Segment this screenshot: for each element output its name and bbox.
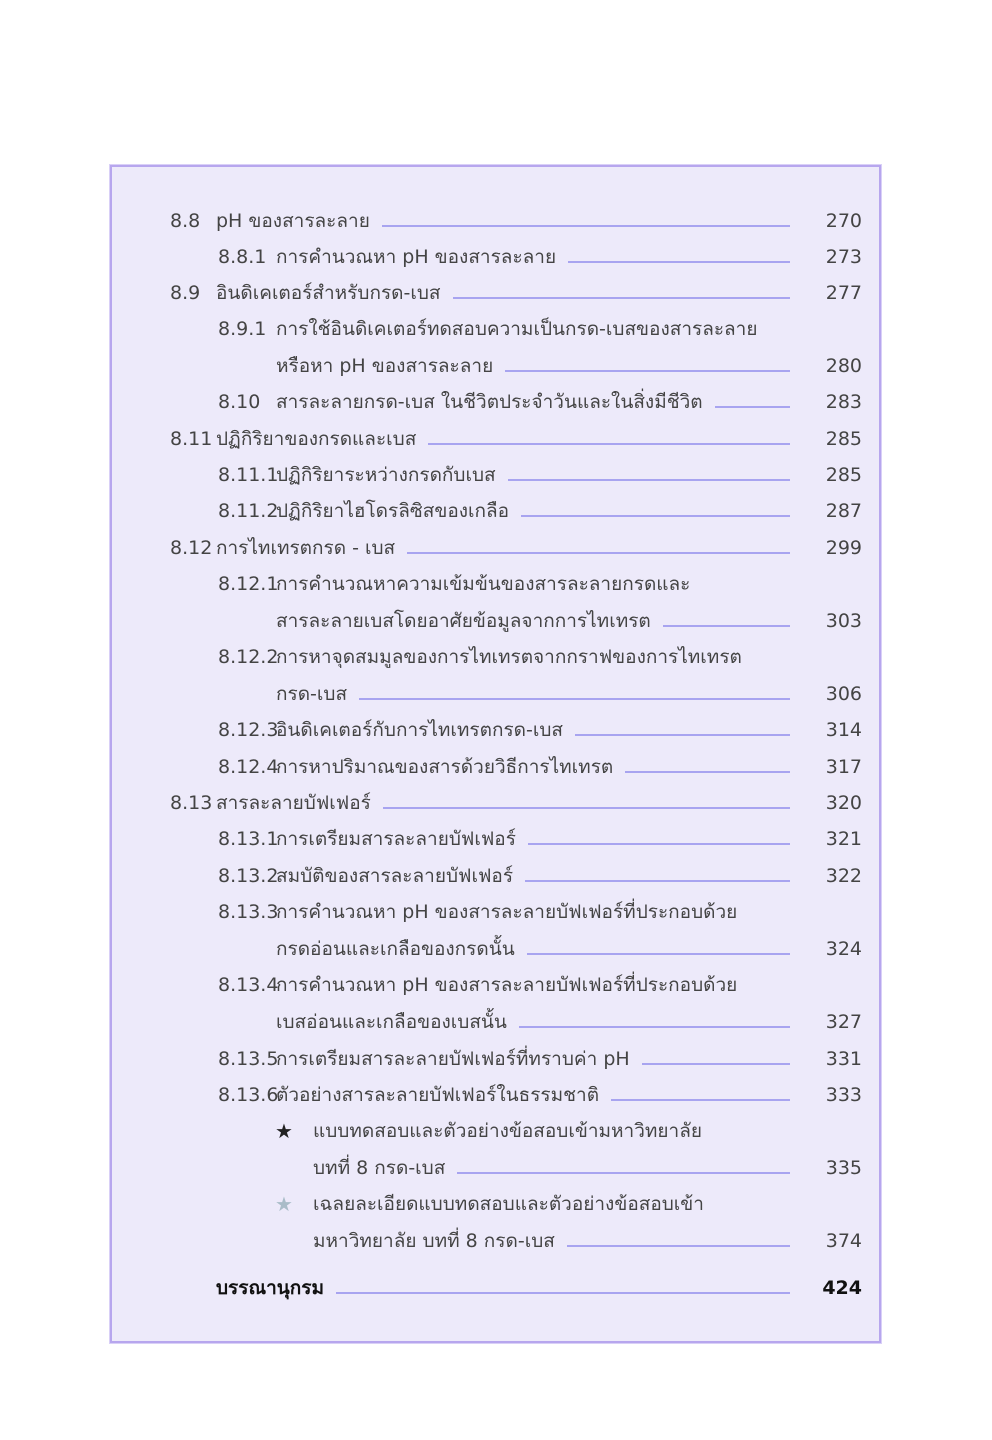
toc-entry-page: 335: [825, 1157, 862, 1179]
leader-line: [359, 698, 790, 700]
toc-entry-number: 8.13.6: [218, 1084, 279, 1106]
toc-entry[interactable]: [218, 857, 862, 889]
toc-entry[interactable]: [218, 1040, 862, 1072]
toc-entry-page: 299: [825, 537, 862, 559]
toc-entry-title: การใช้อินดิเคเตอร์ทดสอบความเป็นกรด-เบสของสารละลาย: [276, 318, 758, 340]
toc-entry-number: 8.10: [218, 391, 261, 413]
toc-entry-title: แบบทดสอบและตัวอย่างข้อสอบเข้ามหาวิทยาลัย: [313, 1120, 702, 1142]
leader-line: [611, 1099, 790, 1101]
toc-entry-title: สารละลายกรด-เบส ในชีวิตประจำวันและในสิ่งมีชีวิต: [276, 391, 703, 413]
toc-entry[interactable]: [275, 1112, 862, 1144]
leader-line: [383, 807, 790, 809]
toc-entry[interactable]: [275, 1185, 862, 1217]
toc-entry-title: อินดิเคเตอร์กับการไทเทรตกรด-เบส: [276, 719, 564, 741]
leader-line: [457, 1172, 790, 1174]
toc-entry[interactable]: [218, 492, 862, 524]
toc-entry-title: สารละลายบัฟเฟอร์: [216, 792, 371, 814]
toc-entry-page: 285: [825, 464, 862, 486]
toc-entry-number: 8.11: [170, 428, 213, 450]
toc-entry-title: บรรณานุกรม: [216, 1277, 324, 1299]
leader-line: [508, 479, 790, 481]
toc-entry[interactable]: [218, 966, 862, 998]
toc-entry-page: 280: [825, 355, 862, 377]
toc-entry-title: ตัวอย่างสารละลายบัฟเฟอร์ในธรรมชาติ: [276, 1084, 600, 1106]
toc-entry-title: สมบัติของสารละลายบัฟเฟอร์: [276, 865, 514, 887]
toc-entry[interactable]: [218, 638, 862, 670]
toc-entry-page: 314: [825, 719, 862, 741]
toc-entry[interactable]: [218, 820, 862, 852]
toc-entry-title: หรือหา pH ของสารละลาย: [276, 355, 494, 377]
toc-entry[interactable]: [276, 930, 862, 962]
leader-line: [505, 370, 790, 372]
toc-entry[interactable]: [218, 893, 862, 925]
toc-entry-number: 8.12.3: [218, 719, 279, 741]
toc-entry-page: 424: [822, 1277, 862, 1299]
toc-entry-title: การเตรียมสารละลายบัฟเฟอร์ที่ทราบค่า pH: [276, 1048, 630, 1070]
toc-entry-number: 8.11.2: [218, 500, 279, 522]
toc-entry[interactable]: [218, 1076, 862, 1108]
toc-entry[interactable]: [218, 383, 862, 415]
toc-entry-page: 331: [825, 1048, 862, 1070]
toc-entry[interactable]: [218, 711, 862, 743]
leader-line: [642, 1063, 790, 1065]
toc-entry[interactable]: [313, 1149, 862, 1181]
toc-entry-page: 324: [825, 938, 862, 960]
toc-entry-page: 327: [825, 1011, 862, 1033]
toc-entry-page: 285: [825, 428, 862, 450]
leader-line: [575, 734, 790, 736]
leader-line: [663, 625, 790, 627]
toc-entry-page: 277: [825, 282, 862, 304]
toc-entry[interactable]: [170, 529, 862, 561]
toc-entry-number: 8.13.4: [218, 974, 279, 996]
toc-entry-title: ปฏิกิริยาระหว่างกรดกับเบส: [276, 464, 496, 486]
toc-entry-title: อินดิเคเตอร์สำหรับกรด-เบส: [216, 282, 441, 304]
leader-line: [382, 225, 790, 227]
toc-entry[interactable]: [218, 565, 862, 597]
toc-entry-title: กรดอ่อนและเกลือของกรดนั้น: [276, 938, 515, 960]
toc-entry[interactable]: [276, 602, 862, 634]
toc-entry-number: 8.12.2: [218, 646, 279, 668]
leader-line: [453, 297, 790, 299]
leader-line: [715, 406, 790, 408]
toc-entry[interactable]: [276, 1003, 862, 1035]
toc-entry[interactable]: [170, 784, 862, 816]
leader-line: [525, 880, 790, 882]
toc-entry-number: 8.13.3: [218, 901, 279, 923]
toc-entry[interactable]: [170, 202, 862, 234]
toc-entry-page: 270: [825, 210, 862, 232]
leader-line: [407, 552, 790, 554]
toc-entry-page: 273: [825, 246, 862, 268]
leader-line: [567, 1245, 790, 1247]
toc-entry-title: การคำนวณหา pH ของสารละลาย: [276, 246, 557, 268]
leader-line: [527, 953, 790, 955]
toc-entry-title: การเตรียมสารละลายบัฟเฟอร์: [276, 828, 516, 850]
toc-entry-title: เบสอ่อนและเกลือของเบสนั้น: [276, 1011, 507, 1033]
toc-entry[interactable]: [170, 420, 862, 452]
leader-line: [528, 843, 790, 845]
leader-line: [521, 515, 790, 517]
toc-entry-page: 374: [825, 1230, 862, 1252]
toc-entry-number: 8.13: [170, 792, 213, 814]
toc-entry-number: 8.12.1: [218, 573, 279, 595]
toc-entry-number: 8.13.2: [218, 865, 279, 887]
toc-entry[interactable]: [218, 238, 862, 270]
toc-entry-page: 322: [825, 865, 862, 887]
star-icon: ★: [275, 1119, 293, 1143]
toc-entry[interactable]: [170, 274, 862, 306]
toc-entry-page: 333: [825, 1084, 862, 1106]
toc-entry-page: 320: [825, 792, 862, 814]
toc-entry-number: 8.12.4: [218, 756, 279, 778]
toc-entry-number: 8.8: [170, 210, 201, 232]
toc-entry-title: pH ของสารละลาย: [216, 210, 370, 232]
toc-entry-number: 8.9: [170, 282, 201, 304]
toc-entry-page: 321: [825, 828, 862, 850]
toc-entry-page: 287: [825, 500, 862, 522]
toc-entry-page: 303: [825, 610, 862, 632]
toc-entry-title: มหาวิทยาลัย บทที่ 8 กรด-เบส: [313, 1230, 555, 1252]
toc-entry-title: การไทเทรตกรด - เบส: [216, 537, 396, 559]
toc-entry-page: 283: [825, 391, 862, 413]
toc-entry-title: ปฏิกิริยาของกรดและเบส: [216, 428, 417, 450]
toc-entry-title: บทที่ 8 กรด-เบส: [313, 1157, 446, 1179]
toc-entry-number: 8.12: [170, 537, 213, 559]
toc-entry-title: สารละลายเบสโดยอาศัยข้อมูลจากการไทเทรต: [276, 610, 651, 632]
toc-entry-page: 317: [825, 756, 862, 778]
toc-entry-title: การคำนวณหา pH ของสารละลายบัฟเฟอร์ที่ประกอบด้วย: [276, 901, 738, 923]
leader-line: [519, 1026, 790, 1028]
star-outline-icon: ★: [275, 1192, 293, 1216]
toc-entry[interactable]: [313, 1222, 862, 1254]
leader-line: [336, 1292, 790, 1294]
leader-line: [625, 771, 790, 773]
toc-entry-title: การคำนวณหา pH ของสารละลายบัฟเฟอร์ที่ประกอบด้วย: [276, 974, 738, 996]
toc-entry[interactable]: [276, 675, 862, 707]
toc-entry[interactable]: [276, 347, 862, 379]
toc-entry[interactable]: [218, 310, 862, 342]
toc-entry-number: 8.13.5: [218, 1048, 279, 1070]
leader-line: [568, 261, 790, 263]
toc-entry-title: ปฏิกิริยาไฮโดรลิซิสของเกลือ: [276, 500, 510, 522]
leader-line: [428, 443, 790, 445]
toc-entry[interactable]: [216, 1269, 862, 1301]
toc-entry-title: การคำนวณหาความเข้มข้นของสารละลายกรดและ: [276, 573, 691, 595]
toc-entry-title: การหาจุดสมมูลของการไทเทรตจากกราฟของการไทเทรต: [276, 646, 742, 668]
toc-entry-title: กรด-เบส: [276, 683, 348, 705]
toc-entry-number: 8.9.1: [218, 318, 267, 340]
toc-entry-title: เฉลยละเอียดแบบทดสอบและตัวอย่างข้อสอบเข้า: [313, 1193, 704, 1215]
toc-entry-page: 306: [825, 683, 862, 705]
toc-entry-number: 8.11.1: [218, 464, 279, 486]
toc-entry-number: 8.8.1: [218, 246, 267, 268]
toc-entry-title: การหาปริมาณของสารด้วยวิธีการไทเทรต: [276, 756, 614, 778]
toc-entry-number: 8.13.1: [218, 828, 279, 850]
toc-entry[interactable]: [218, 748, 862, 780]
toc-entry[interactable]: [218, 456, 862, 488]
